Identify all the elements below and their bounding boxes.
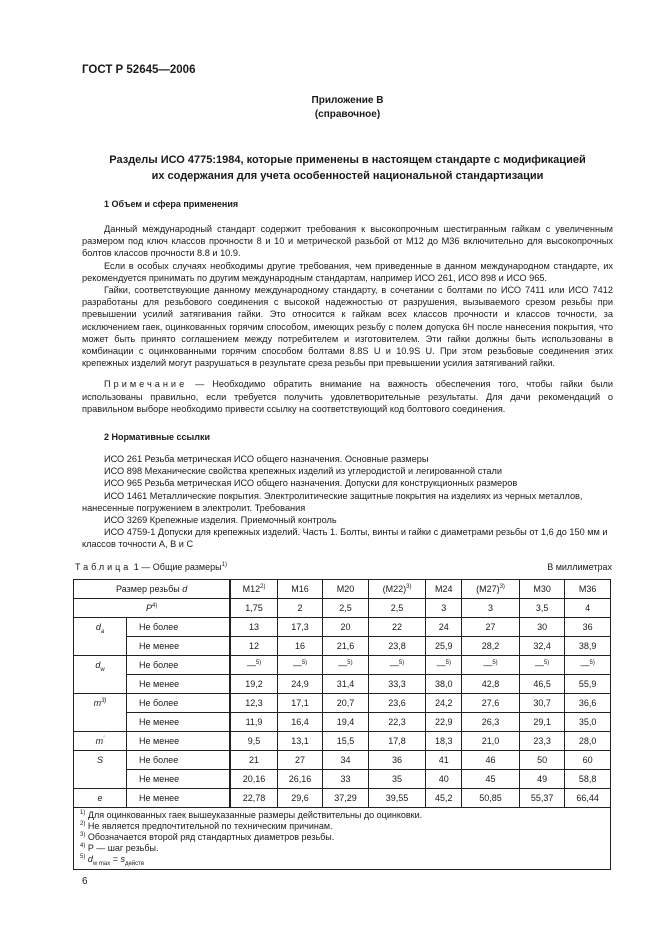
cell-value: 37,29	[334, 792, 357, 803]
cell-value: 32,4	[533, 640, 551, 651]
section-1-body	[82, 223, 613, 415]
column-header	[426, 579, 462, 598]
symbol: e	[97, 792, 103, 803]
table-cell	[323, 750, 368, 769]
symbol: d	[95, 621, 101, 632]
table-cell	[519, 655, 564, 674]
table-cell	[368, 693, 426, 712]
cell-value: 9,5	[247, 735, 261, 746]
footnote-mark: 4)	[80, 842, 86, 849]
cell-value: 45	[485, 773, 496, 784]
table-cell	[426, 655, 462, 674]
column-name: M30	[533, 583, 551, 594]
cell-value: 17,3	[291, 621, 309, 632]
table-cell	[277, 693, 322, 712]
table-cell	[230, 655, 277, 674]
cell-value: 13,1	[291, 735, 309, 746]
table-cell	[565, 788, 611, 807]
table-row	[74, 617, 611, 636]
table-cell: 3,5	[519, 598, 564, 617]
parameter-symbol	[74, 788, 127, 807]
parameter-symbol	[74, 693, 127, 731]
note-text: — Необходимо обратить внимание на важность обеспечения того, чтобы гайки были использованы правильно, если требуется получить удовлетворительные результаты. Для дачи рекомендаций о правильном выборе необходимо привести ссылку на соответствующий код болтового соединения.	[82, 379, 613, 414]
limit-label: Не более	[127, 655, 231, 674]
table-cell	[565, 674, 611, 693]
cell-value: 49	[537, 773, 548, 784]
cell-value: 15,5	[336, 735, 355, 746]
cell-value: 24,2	[435, 697, 453, 708]
table-cell	[323, 674, 368, 693]
column-header	[368, 579, 426, 598]
parameter-symbol	[74, 750, 127, 788]
cell-value: 12,3	[245, 697, 263, 708]
symbol-superscript: 3)	[101, 697, 107, 704]
cell-value: 50,85	[479, 792, 502, 803]
footnote-symbol: s	[120, 853, 125, 864]
parameter-symbol	[74, 731, 127, 750]
table-cell	[368, 655, 426, 674]
table-row	[74, 750, 611, 769]
cell-value: 20,16	[242, 773, 266, 784]
cell-footnote: 5)	[445, 659, 451, 666]
table-cell	[368, 769, 426, 788]
cell-value: 34	[340, 754, 351, 765]
cell-value: 19,2	[245, 678, 263, 689]
table-cell	[519, 617, 564, 636]
cell-footnote: 5)	[398, 659, 405, 666]
cell-value: 22	[392, 621, 403, 632]
table-cell	[426, 617, 462, 636]
cell-value: 36	[392, 754, 403, 765]
column-header	[462, 579, 520, 598]
table-cell	[426, 769, 462, 788]
reference-item: ИСО 261 Резьба метрическая ИСО общего назначения. Основные размеры	[104, 454, 429, 465]
table-row	[74, 731, 611, 750]
document-id: ГОСТ Р 52645—2006	[82, 64, 196, 76]
table-cell	[565, 731, 611, 750]
cell-value: 22,9	[435, 716, 453, 727]
cell-footnote: 5)	[589, 659, 595, 666]
cell-value: 42,8	[481, 678, 500, 689]
footnote	[80, 821, 604, 832]
cell-value: 19,4	[336, 716, 355, 727]
cell-value: 23,3	[533, 735, 551, 746]
table-cell	[230, 693, 277, 712]
cell-value: —	[389, 659, 399, 670]
header-label: Размер резьбы	[116, 583, 180, 594]
cell-value: 27	[485, 621, 496, 632]
limit-label: Не менее	[127, 731, 231, 750]
table-cell	[519, 731, 564, 750]
table-cell	[462, 617, 520, 636]
table-cell	[565, 655, 611, 674]
column-header	[565, 579, 611, 598]
cell-value: —	[436, 659, 446, 670]
limit-label: Не менее	[127, 674, 231, 693]
table-cell	[368, 674, 426, 693]
footnote	[80, 810, 604, 821]
column-header	[323, 579, 368, 598]
column-header	[519, 579, 564, 598]
annex-subtitle: (справочное)	[314, 109, 381, 120]
section-1-heading: 1 Объем и сфера применения	[104, 199, 239, 209]
reference-item: ИСО 4759-1 Допуски для крепежных изделий. Часть 1. Болты, винты и гайки с диаметрами резьбы от 1,6 до 150 мм и классов точности А, В и С	[82, 527, 608, 550]
note-label: Примечание	[104, 379, 188, 390]
cell-footnote: 5)	[301, 659, 308, 666]
limit-label: Не более	[127, 750, 231, 769]
table-cell	[426, 788, 462, 807]
paragraph: Гайки, соответствующие данному международному стандарту, в сочетании с болтами по ИСО 7411 или ИСО 7412 разработаны для резьбового соединения с высокой надежностью от разрушения, вызываемого срезом резьбы при превышении усилий затягивания гайки. Это относится к гайкам всех классов прочности и классов точности, за исключением гаек, оцинкованных горячим способом, имеющих резьбу с полем допуска 6Н после нанесения покрытия, что может быть принято соглашением между потребителем и изготовителем. Эти гайки должны быть использованы в комбинации с оцинкованными горячим способом болтами 8.8S U и 10.9S U. При этом резьбовые соединения этих крепежных изделий могут разрушаться в результате среза резьбы при превышении усилия затягиваний гайки.	[82, 285, 613, 369]
table-cell	[565, 750, 611, 769]
cell-footnote: 5)	[492, 659, 498, 666]
cell-value: 17,8	[388, 735, 406, 746]
table-footnotes	[74, 807, 611, 869]
cell-value: 26,3	[481, 716, 500, 727]
symbol-subscript: a	[100, 628, 105, 635]
table-cell	[323, 693, 368, 712]
cell-value: 29,1	[533, 716, 551, 727]
cell-value: 50	[537, 754, 548, 765]
column-name: M36	[578, 583, 597, 594]
table-cell	[426, 693, 462, 712]
symbol: m	[93, 697, 102, 708]
table-cell	[426, 712, 462, 731]
cell-value: 39,55	[385, 792, 409, 803]
footnote-equals: =	[110, 853, 121, 864]
column-footnote: 3)	[499, 583, 505, 590]
footnote-mark: 3)	[80, 831, 86, 838]
table-cell	[368, 788, 426, 807]
reference-item: ИСО 3269 Крепежные изделия. Приемочный контроль	[104, 515, 337, 526]
footnote-text: Не является предпочтительной по техническим причинам.	[87, 820, 333, 831]
cell-value: 31,4	[336, 678, 355, 689]
reference-item: ИСО 965 Резьба метрическая ИСО общего назначения. Допуски для конструкционных размеров	[104, 478, 518, 489]
footnote-text: Обозначается второй ряд стандартных диаметров резьбы.	[87, 831, 335, 842]
cell-value: 24,9	[291, 678, 309, 689]
table-cell	[565, 617, 611, 636]
cell-value: 55,37	[530, 792, 554, 803]
table-cell	[462, 769, 520, 788]
title-line-1: Разделы ИСО 4775:1984, которые применены в настоящем стандарте с модификацией	[109, 154, 586, 166]
table-caption-title	[75, 561, 227, 573]
table-row	[74, 769, 611, 788]
cell-value: 60	[582, 754, 593, 765]
cell-value: 23,8	[388, 640, 406, 651]
cell-value: 25,9	[435, 640, 453, 651]
table-cell	[323, 655, 368, 674]
page-number: 6	[82, 875, 88, 887]
cell-value: 18,3	[435, 735, 453, 746]
limit-label: Не более	[127, 617, 231, 636]
column-header	[230, 579, 277, 598]
table-cell	[519, 636, 564, 655]
cell-value: 20,7	[336, 697, 355, 708]
cell-value: 29,6	[291, 792, 309, 803]
cell-value: 36,6	[578, 697, 597, 708]
annex-heading	[60, 94, 635, 122]
cell-value: 33,3	[388, 678, 406, 689]
cell-value: 41	[438, 754, 449, 765]
table-cell	[519, 674, 564, 693]
cell-value: —	[483, 659, 493, 670]
table-row	[74, 712, 611, 731]
table-cell	[565, 712, 611, 731]
dimensions-table	[73, 579, 611, 870]
cell-value: 23,6	[388, 697, 406, 708]
table-cell	[426, 731, 462, 750]
cell-value: 16	[295, 640, 306, 651]
paragraph: Данный международный стандарт содержит требования к высокопрочным шестигранным гайкам с увеличенным размером под ключ классов прочности 8 и 10 и метрической разьбой от М12 до М36 включительно для высокопрочных болтов классов прочности 8.8 и 10.9.	[82, 224, 613, 259]
cell-value: —	[292, 659, 302, 670]
table-caption-text: 1 — Общие размеры	[131, 561, 222, 572]
footnote-mark: 1)	[80, 809, 86, 816]
table-cell: 2	[277, 598, 322, 617]
table-cell	[230, 712, 277, 731]
table-cell	[565, 636, 611, 655]
table-cell	[323, 731, 368, 750]
table-cell	[462, 655, 520, 674]
symbol: d	[95, 659, 101, 670]
cell-value: 27,6	[481, 697, 500, 708]
table-cell	[462, 674, 520, 693]
cell-footnote: 5)	[347, 659, 353, 666]
table-cell: 3	[426, 598, 462, 617]
cell-value: 35	[392, 773, 403, 784]
table-cell	[426, 750, 462, 769]
cell-value: —	[534, 659, 544, 670]
table-unit: В миллиметрах	[547, 561, 612, 572]
table-cell	[277, 617, 322, 636]
table-cell	[277, 731, 322, 750]
column-name: (M27)	[476, 583, 500, 594]
table-cell	[462, 788, 520, 807]
column-footnote: 2)	[260, 583, 266, 590]
table-caption	[75, 561, 612, 573]
cell-value: 66,44	[576, 792, 599, 803]
pitch-label	[74, 598, 231, 617]
cell-value: —	[338, 659, 348, 670]
cell-value: 30	[537, 621, 548, 632]
cell-value: 46	[485, 754, 496, 765]
parameter-symbol	[74, 655, 127, 693]
table-footnotes-row	[74, 807, 611, 869]
table-cell	[426, 636, 462, 655]
table-cell	[519, 693, 564, 712]
table-cell	[277, 788, 322, 807]
symbol: S	[96, 754, 103, 765]
table-cell	[323, 712, 368, 731]
cell-value: 36	[582, 621, 593, 632]
table-cell	[277, 674, 322, 693]
cell-value: 21,6	[336, 640, 355, 651]
table-caption-label: Таблица	[75, 561, 132, 572]
table-cell: 2,5	[323, 598, 368, 617]
reference-item: ИСО 898 Механические свойства крепежных изделий из углеродистой и легированной стали	[104, 466, 503, 477]
parameter-symbol	[74, 617, 127, 655]
paragraph: Если в особых случаях необходимы другие требования, чем приведенные в данном международном стандарте, их рекомендуется принимать по другим международным стандартам, например ИСО 261, ИСО 898 и ИСО 965.	[82, 260, 613, 283]
title-line-2: их содержания для учета особенностей национальной стандартизации	[151, 170, 544, 182]
footnote-symbol: d	[87, 853, 93, 864]
table-cell	[230, 769, 277, 788]
cell-value: 38,9	[578, 640, 597, 651]
table-cell	[368, 636, 426, 655]
section-2-heading: 2 Нормативные ссылки	[104, 432, 210, 443]
cell-value: 30,7	[533, 697, 551, 708]
cell-value: 27	[295, 754, 306, 765]
table-header-row	[74, 579, 611, 598]
table-cell	[230, 731, 277, 750]
footnote	[80, 854, 604, 865]
pitch-symbol: P	[145, 602, 152, 613]
reference-item: ИСО 1461 Металлические покрытия. Электролитические защитные покрытия на изделиях из черных металлов, нанесенные погружением в электролит. Требования	[82, 490, 583, 513]
column-name: (M22)	[382, 583, 407, 594]
table-row-pitch	[74, 598, 611, 617]
table-cell: 4	[565, 598, 611, 617]
table-row	[74, 655, 611, 674]
footnote-text: Для оцинкованных гаек вышеуказанные размеры действительны до оцинковки.	[87, 809, 423, 820]
cell-value: 58,8	[578, 773, 597, 784]
cell-value: 22,3	[388, 716, 406, 727]
column-header	[277, 579, 322, 598]
table-cell	[323, 636, 368, 655]
footnote-text: P — шаг резьбы.	[87, 842, 159, 853]
table-caption-footnote: 1)	[221, 561, 227, 568]
table-cell	[323, 769, 368, 788]
cell-value: 12	[249, 640, 260, 651]
cell-value: 26,16	[288, 773, 312, 784]
cell-value: 17,1	[291, 697, 309, 708]
limit-label: Не менее	[127, 712, 231, 731]
cell-value: 35,0	[578, 716, 597, 727]
table-row	[74, 636, 611, 655]
cell-footnote: 5)	[543, 659, 550, 666]
table-cell	[277, 769, 322, 788]
cell-value: 21,0	[481, 735, 500, 746]
annex-main-title	[60, 152, 635, 184]
table-cell	[519, 769, 564, 788]
table-cell	[323, 617, 368, 636]
cell-value: —	[580, 659, 590, 670]
pitch-footnote: 4)	[151, 602, 158, 609]
header-thread-size	[74, 579, 231, 598]
symbol: m	[95, 735, 104, 746]
cell-value: 40	[438, 773, 449, 784]
table-cell	[462, 731, 520, 750]
table-cell	[368, 617, 426, 636]
footnote-mark: 2)	[80, 820, 86, 827]
footnote	[80, 843, 604, 854]
table-cell	[277, 750, 322, 769]
limit-label: Не менее	[127, 769, 231, 788]
column-name: M24	[435, 583, 453, 594]
annex-title: Приложение В	[311, 95, 384, 106]
cell-value: 16,4	[291, 716, 309, 727]
table-cell	[519, 788, 564, 807]
table-cell	[426, 674, 462, 693]
table-cell	[277, 712, 322, 731]
footnote	[80, 832, 604, 843]
column-name: M16	[291, 583, 309, 594]
cell-value: 22,78	[242, 792, 266, 803]
table-cell	[519, 712, 564, 731]
table-cell	[230, 674, 277, 693]
table-cell	[230, 636, 277, 655]
cell-value: 33	[340, 773, 351, 784]
note	[82, 378, 613, 415]
table-cell	[368, 731, 426, 750]
table-cell	[277, 655, 322, 674]
table-cell	[462, 712, 520, 731]
table-cell	[368, 712, 426, 731]
limit-label: Не менее	[127, 788, 231, 807]
cell-value: 38,0	[435, 678, 453, 689]
table-cell	[230, 617, 277, 636]
cell-footnote: 5)	[255, 659, 262, 666]
table-cell	[323, 788, 368, 807]
footnote-mark: 5)	[80, 853, 86, 860]
column-name: M12	[242, 583, 261, 594]
cell-value: 11,9	[245, 716, 263, 727]
cell-value: 55,9	[578, 678, 597, 689]
table-cell	[368, 750, 426, 769]
symbol-subscript: w	[100, 666, 105, 673]
table-cell: 3	[462, 598, 520, 617]
cell-value: 28,0	[578, 735, 597, 746]
table-cell	[462, 750, 520, 769]
cell-value: 46,5	[533, 678, 551, 689]
cell-value: —	[246, 659, 256, 670]
limit-label: Не более	[127, 693, 231, 712]
table-cell	[519, 750, 564, 769]
cell-value: 24	[438, 621, 449, 632]
table-row	[74, 693, 611, 712]
column-footnote: 3)	[406, 583, 412, 590]
table-cell: 1,75	[230, 598, 277, 617]
table-cell: 2,5	[368, 598, 426, 617]
footnote-subscript: действ	[124, 860, 145, 867]
symbol-superscript: '	[103, 735, 105, 742]
table-cell	[230, 750, 277, 769]
table-cell	[277, 636, 322, 655]
table-cell	[230, 788, 277, 807]
table-cell	[565, 693, 611, 712]
cell-value: 21	[249, 754, 260, 765]
table-cell	[462, 693, 520, 712]
header-symbol: d	[182, 583, 188, 594]
table-row	[74, 674, 611, 693]
limit-label: Не менее	[127, 636, 231, 655]
table-cell	[565, 769, 611, 788]
table-cell	[462, 636, 520, 655]
cell-value: 28,2	[481, 640, 500, 651]
cell-value: 13	[249, 621, 260, 632]
cell-value: 45,2	[435, 792, 453, 803]
footnote-subscript: w max	[92, 860, 111, 867]
normative-references	[82, 453, 613, 551]
cell-value: 20	[340, 621, 351, 632]
table-row	[74, 788, 611, 807]
column-name: M20	[336, 583, 355, 594]
